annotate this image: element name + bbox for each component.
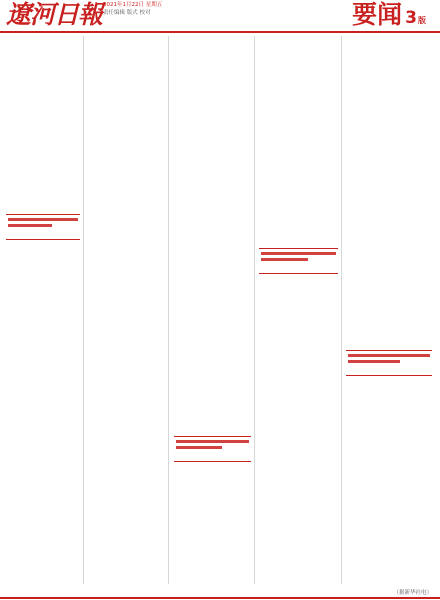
headline-line bbox=[261, 252, 336, 255]
headline-line bbox=[261, 258, 308, 261]
headline-line bbox=[8, 224, 52, 227]
headline-line bbox=[348, 354, 430, 357]
bottom-rule bbox=[0, 597, 440, 599]
issue-meta bbox=[103, 2, 333, 17]
page-unit: 版 bbox=[418, 16, 426, 25]
headline-line bbox=[8, 218, 78, 221]
article-headline bbox=[346, 350, 432, 376]
section-label bbox=[352, 0, 426, 36]
newspaper-masthead: 遼河日報 bbox=[6, 0, 103, 29]
article-headline bbox=[259, 248, 338, 274]
headline-line bbox=[176, 446, 222, 449]
column-divider bbox=[83, 36, 84, 584]
issue-date: 2021年1月22日 星期五 bbox=[103, 2, 163, 8]
article-headline bbox=[174, 436, 251, 462]
source-note: （据新华社电） bbox=[393, 590, 432, 596]
article-headline bbox=[6, 214, 80, 240]
page-header bbox=[0, 0, 440, 33]
section-name: 要闻 bbox=[352, 0, 403, 29]
column-divider bbox=[168, 36, 169, 584]
headline-line bbox=[348, 360, 400, 363]
page-number: 3 bbox=[405, 8, 417, 28]
column-divider bbox=[341, 36, 342, 584]
editor-credits: 责任编辑 版式 校对 bbox=[103, 9, 151, 16]
headline-line bbox=[176, 440, 249, 443]
column-divider bbox=[254, 36, 255, 584]
article-body-area bbox=[5, 36, 435, 584]
